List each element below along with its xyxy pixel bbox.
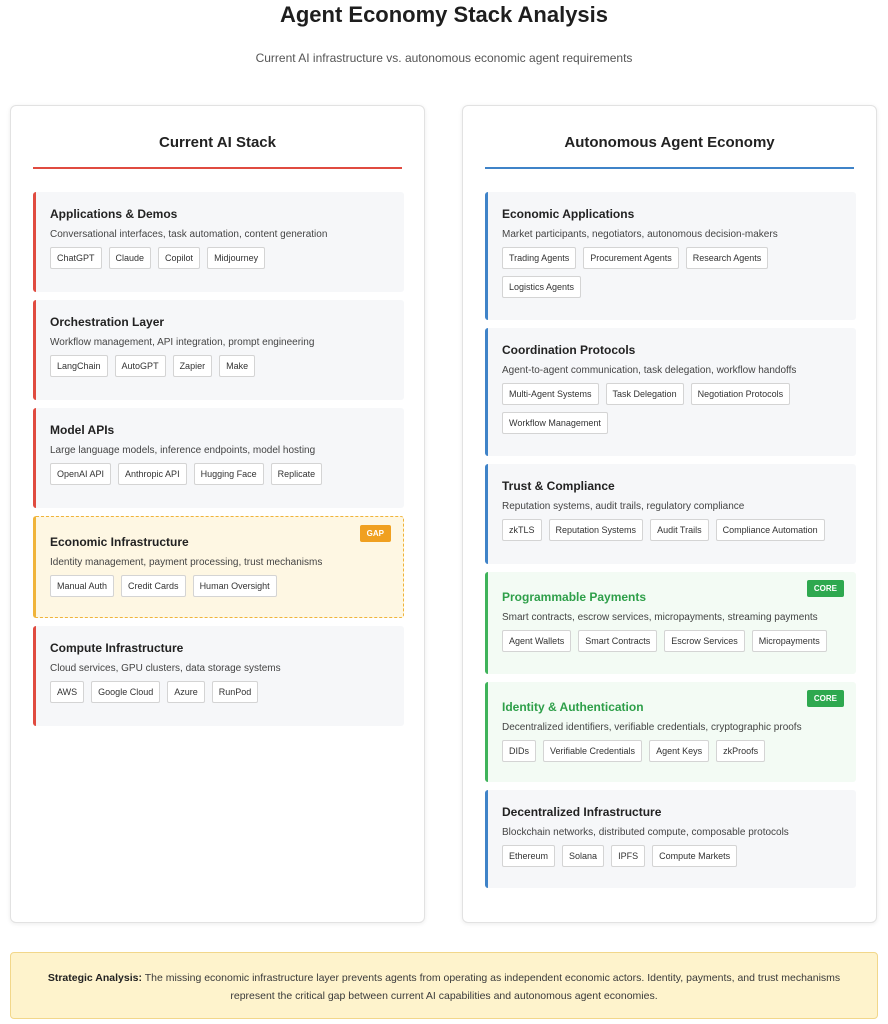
layer-description: Decentralized identifiers, verifiable credentials, cryptographic proofs [502, 722, 802, 733]
tag: Hugging Face [194, 463, 264, 485]
tag: Multi-Agent Systems [502, 383, 599, 405]
layer-identity-authentication [485, 682, 856, 782]
agent-economy-divider [485, 167, 854, 169]
tag: Trading Agents [502, 247, 576, 269]
tag: Midjourney [207, 247, 265, 269]
tag: Replicate [271, 463, 323, 485]
layer-title: Compute Infrastructure [50, 641, 184, 655]
tag: Make [219, 355, 255, 377]
tag: Azure [167, 681, 205, 703]
layer-description: Conversational interfaces, task automation, content generation [50, 229, 328, 240]
layer-description: Identity management, payment processing, trust mechanisms [50, 557, 323, 568]
tag: Agent Keys [649, 740, 709, 762]
tag: Compliance Automation [716, 519, 825, 541]
tag: IPFS [611, 845, 645, 867]
analysis-text: The missing economic infrastructure layer prevents agents from operating as independent economic actors. Identity, payments, and trust mechanisms represent the critical gap between current AI capabilities and autonomous agent economies. [141, 972, 841, 1002]
page-subtitle: Current AI infrastructure vs. autonomous economic agent requirements [255, 51, 633, 65]
layer-model-apis [33, 408, 404, 508]
layer-description: Blockchain networks, distributed compute, composable protocols [502, 827, 789, 838]
layer-economic-applications [485, 192, 856, 320]
layer-title: Orchestration Layer [50, 315, 165, 329]
tag: Negotiation Protocols [691, 383, 791, 405]
layer-description: Reputation systems, audit trails, regulatory compliance [502, 501, 745, 512]
core-badge: CORE [807, 580, 844, 597]
analysis-label: Strategic Analysis: [47, 972, 142, 984]
tag: Logistics Agents [502, 276, 581, 298]
layer-coordination-protocols [485, 328, 856, 456]
tag: Human Oversight [193, 575, 277, 597]
layer-title: Model APIs [50, 423, 115, 437]
layer-compute-infrastructure [33, 626, 404, 726]
tag: Compute Markets [652, 845, 737, 867]
layer-description: Agent-to-agent communication, task delegation, workflow handoffs [502, 365, 797, 376]
tag: Zapier [173, 355, 213, 377]
tag: Verifiable Credentials [543, 740, 642, 762]
tag: Claude [109, 247, 152, 269]
tag: Research Agents [686, 247, 769, 269]
tag: Reputation Systems [549, 519, 644, 541]
tag: zkTLS [502, 519, 542, 541]
agent-economy-column [462, 105, 877, 923]
tag: Workflow Management [502, 412, 608, 434]
layer-title: Economic Infrastructure [50, 535, 189, 549]
tag: Manual Auth [50, 575, 114, 597]
layer-title: Decentralized Infrastructure [502, 805, 662, 819]
tag: Agent Wallets [502, 630, 571, 652]
tag: Google Cloud [91, 681, 160, 703]
tag: Audit Trails [650, 519, 709, 541]
gap-badge: GAP [360, 525, 391, 542]
layer-decentralized-infrastructure [485, 790, 856, 888]
tag: zkProofs [716, 740, 765, 762]
layer-description: Market participants, negotiators, autonomous decision-makers [502, 229, 778, 240]
core-badge: CORE [807, 690, 844, 707]
page-title: Agent Economy Stack Analysis [279, 2, 609, 27]
tag: Credit Cards [121, 575, 186, 597]
layer-description: Workflow management, API integration, prompt engineering [50, 337, 315, 348]
tag: Procurement Agents [583, 247, 679, 269]
layer-orchestration [33, 300, 404, 400]
tag: Escrow Services [664, 630, 745, 652]
tag: LangChain [50, 355, 108, 377]
layer-economic-infrastructure [33, 516, 404, 618]
layer-applications-demos [33, 192, 404, 292]
layer-title: Applications & Demos [50, 207, 178, 221]
tag: AutoGPT [115, 355, 166, 377]
tag: ChatGPT [50, 247, 102, 269]
layer-title: Trust & Compliance [502, 479, 615, 493]
layer-description: Large language models, inference endpoints, model hosting [50, 445, 316, 456]
tag: RunPod [212, 681, 259, 703]
layer-description: Smart contracts, escrow services, micropayments, streaming payments [502, 612, 818, 623]
tag: Ethereum [502, 845, 555, 867]
layer-title: Coordination Protocols [502, 343, 636, 357]
layer-programmable-payments [485, 572, 856, 674]
current-ai-stack-column [10, 105, 425, 923]
layer-title: Programmable Payments [502, 590, 647, 604]
current-stack-divider [33, 167, 402, 169]
tag: Task Delegation [606, 383, 684, 405]
layer-title: Economic Applications [502, 207, 635, 221]
tag: OpenAI API [50, 463, 111, 485]
tag: Micropayments [752, 630, 827, 652]
layer-trust-compliance [485, 464, 856, 564]
tag: Anthropic API [118, 463, 187, 485]
current-stack-header: Current AI Stack [159, 134, 276, 151]
agent-economy-header: Autonomous Agent Economy [564, 134, 775, 151]
tag: Copilot [158, 247, 200, 269]
strategic-analysis-callout [10, 952, 878, 1019]
tag: DIDs [502, 740, 536, 762]
tag: AWS [50, 681, 84, 703]
layer-title: Identity & Authentication [502, 700, 644, 714]
tag: Smart Contracts [578, 630, 657, 652]
layer-description: Cloud services, GPU clusters, data storage systems [50, 663, 281, 674]
tag: Solana [562, 845, 604, 867]
